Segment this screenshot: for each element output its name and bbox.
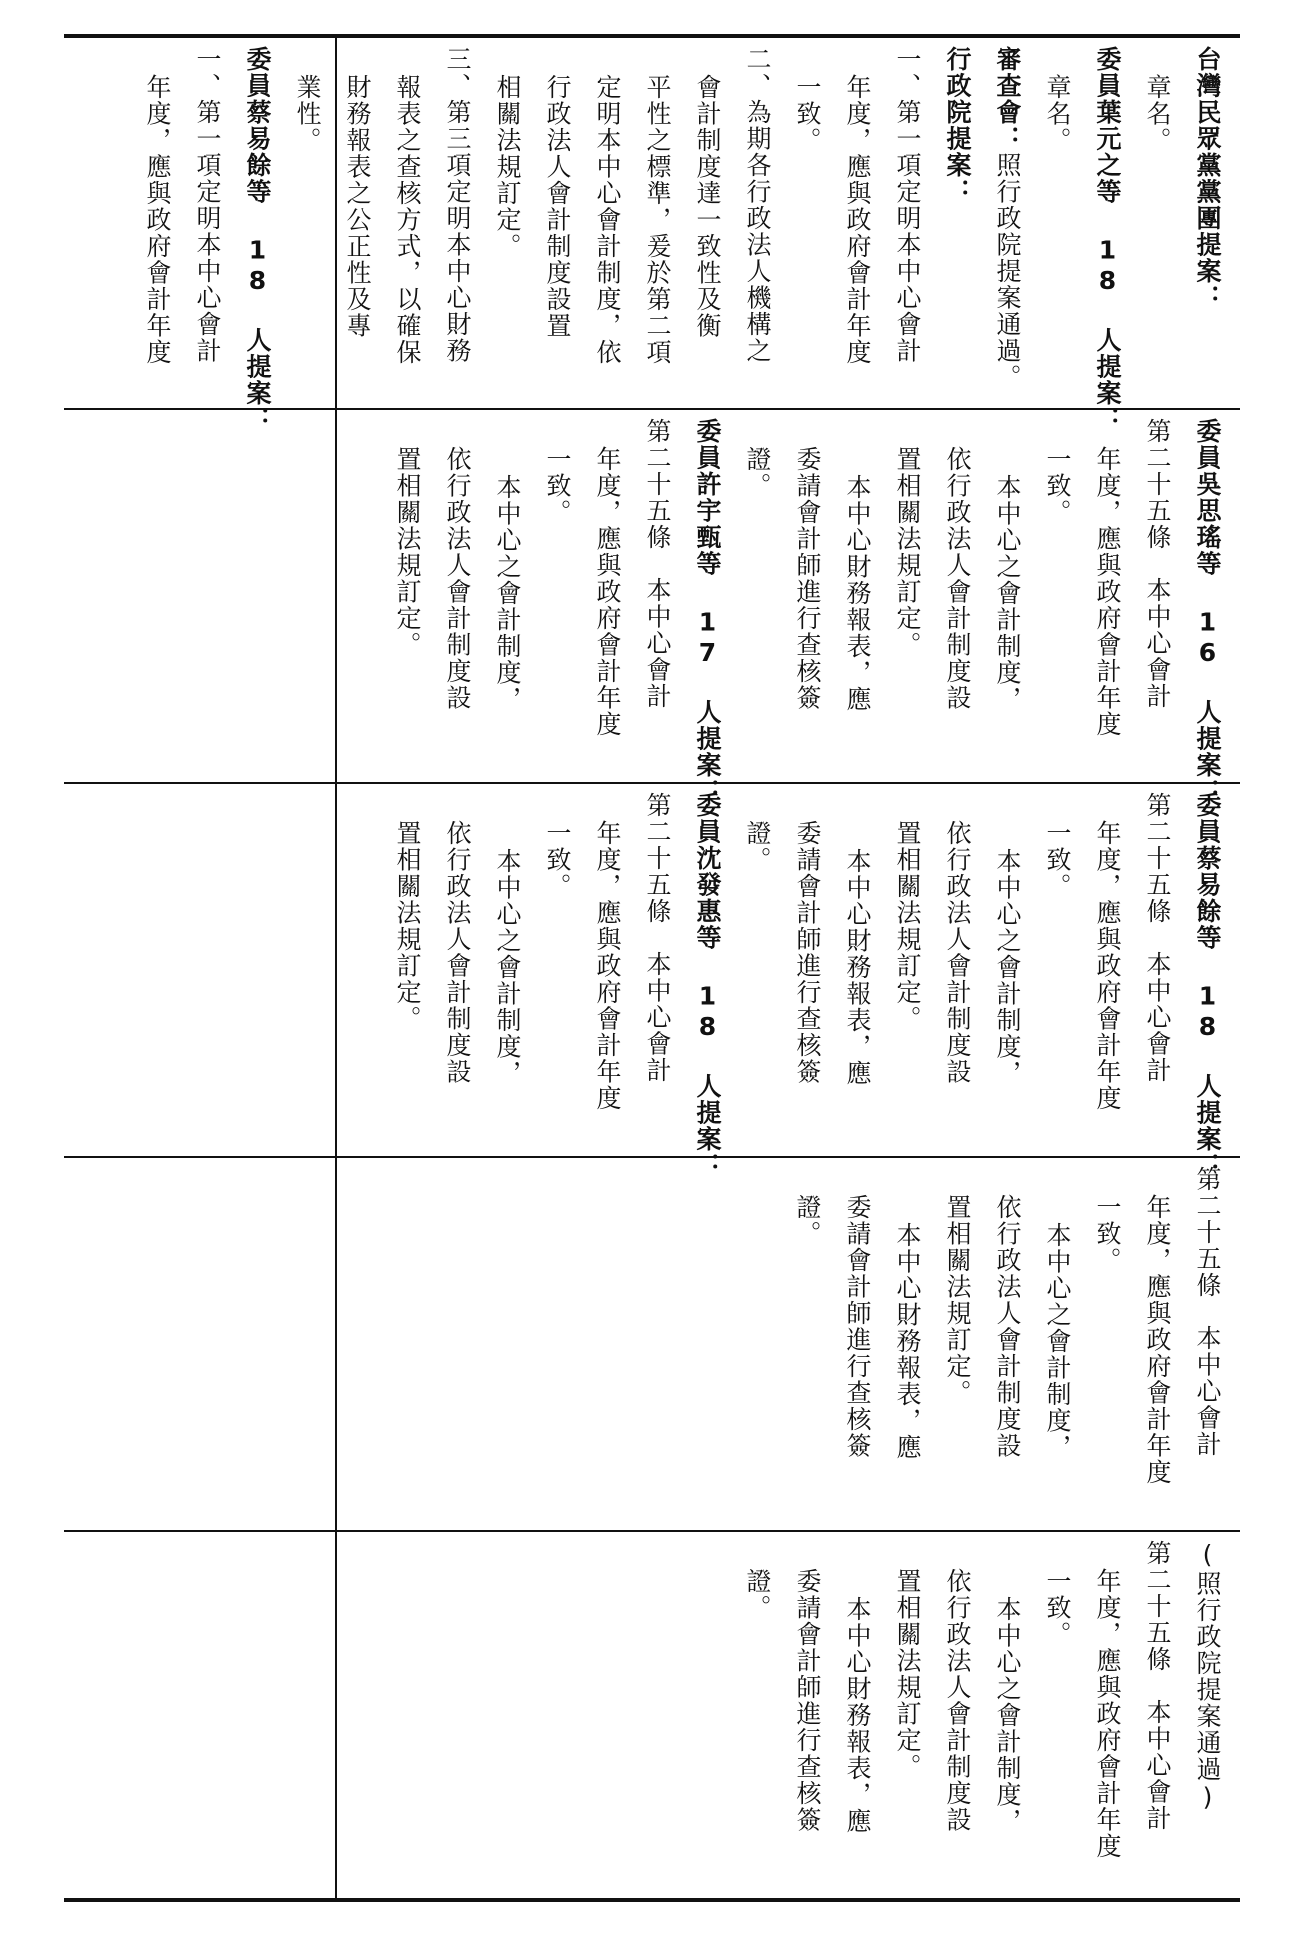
table-row-2-content bbox=[337, 418, 1236, 805]
text-column bbox=[182, 46, 232, 400]
text-column bbox=[832, 418, 882, 830]
text-column bbox=[882, 46, 932, 400]
text-column bbox=[332, 46, 382, 428]
text-column bbox=[682, 792, 732, 1179]
article-text: 年度，應與政府會計年度 bbox=[593, 446, 622, 738]
text-column bbox=[1082, 46, 1132, 433]
text-column bbox=[1132, 1166, 1182, 1550]
text-column bbox=[882, 418, 932, 802]
article-text: 第二十五條 本中心會計 bbox=[1193, 1166, 1222, 1458]
article-text: 第二十五條 本中心會計 bbox=[1143, 792, 1172, 1084]
text-column bbox=[682, 418, 732, 805]
article-text: 依行政法人會計制度設 bbox=[943, 446, 972, 711]
article-text: 依行政法人會計制度設 bbox=[443, 446, 472, 711]
text-column bbox=[432, 46, 482, 400]
text-column bbox=[482, 418, 532, 830]
text-column bbox=[632, 418, 682, 774]
text-column bbox=[982, 418, 1032, 830]
text-column bbox=[1182, 792, 1232, 1179]
article-text: 年度，應與政府會計年度 bbox=[843, 74, 872, 366]
article-text: 證。 bbox=[743, 820, 772, 873]
text-column bbox=[1132, 1540, 1182, 1888]
proposal-heading: 委員蔡易餘等 18 人提案： bbox=[1193, 792, 1222, 1179]
article-text: 年度，應與政府會計年度 bbox=[1093, 820, 1122, 1112]
article-text: 置相關法規訂定。 bbox=[893, 820, 922, 1032]
text-column bbox=[882, 1540, 932, 1916]
article-text: 年度，應與政府會計年度 bbox=[1093, 1568, 1122, 1860]
text-column bbox=[732, 46, 782, 400]
text-column bbox=[1132, 418, 1182, 774]
text-column bbox=[432, 792, 482, 1176]
article-text: 依行政法人會計制度設 bbox=[943, 1568, 972, 1833]
article-text: 本中心之會計制度， bbox=[493, 848, 522, 1087]
text-column bbox=[982, 1540, 1032, 1944]
proposal-heading: 委員葉元之等 18 人提案： bbox=[1093, 46, 1122, 433]
text-column bbox=[382, 418, 432, 802]
text-column bbox=[1182, 418, 1232, 805]
article-text: 證。 bbox=[793, 1194, 822, 1247]
article-text: (照行政院提案通過) bbox=[1193, 1540, 1222, 1813]
proposal-heading: 委員沈發惠等 18 人提案： bbox=[693, 792, 722, 1179]
text-column bbox=[1082, 418, 1132, 802]
text-column bbox=[982, 1166, 1032, 1550]
article-text: 一致。 bbox=[1043, 446, 1072, 526]
text-column bbox=[782, 418, 832, 802]
text-column bbox=[982, 46, 1032, 400]
article-text: 置相關法規訂定。 bbox=[943, 1194, 972, 1406]
article-text: 相關法規訂定。 bbox=[493, 74, 522, 260]
article-text: 一致。 bbox=[543, 446, 572, 526]
article-text: 照行政院提案通過。 bbox=[993, 152, 1022, 391]
article-text: 證。 bbox=[743, 446, 772, 499]
article-text: 本中心之會計制度， bbox=[993, 848, 1022, 1087]
text-column bbox=[782, 46, 832, 428]
article-text: 報表之查核方式，以確保 bbox=[393, 74, 422, 366]
article-text: 本中心之會計制度， bbox=[993, 1596, 1022, 1835]
article-text: 第二十五條 本中心會計 bbox=[1143, 1540, 1172, 1832]
text-column bbox=[482, 792, 532, 1204]
text-column bbox=[532, 792, 582, 1176]
text-column bbox=[882, 792, 932, 1176]
article-text: 第二十五條 本中心會計 bbox=[1143, 418, 1172, 710]
text-column bbox=[1032, 792, 1082, 1176]
text-column bbox=[832, 1166, 882, 1550]
article-text: 會計制度達一致性及衡 bbox=[693, 74, 722, 339]
article-text: 定明本中心會計制度，依 bbox=[593, 74, 622, 366]
text-column bbox=[632, 46, 682, 428]
text-column bbox=[1182, 46, 1232, 400]
text-column bbox=[732, 792, 782, 1176]
text-column bbox=[1032, 1540, 1082, 1916]
proposal-heading: 委員蔡易餘等 18 人提案： bbox=[243, 46, 272, 433]
article-text: 依行政法人會計制度設 bbox=[943, 820, 972, 1085]
article-text: 本中心財務報表，應 bbox=[843, 474, 872, 713]
text-column bbox=[1082, 792, 1132, 1176]
text-column bbox=[782, 1540, 832, 1916]
article-text: 行政法人會計制度設置 bbox=[543, 74, 572, 339]
text-column bbox=[282, 46, 332, 428]
text-column bbox=[732, 1540, 782, 1916]
text-column bbox=[932, 46, 982, 400]
text-column bbox=[782, 1166, 832, 1550]
article-text: 本中心財務報表，應 bbox=[893, 1222, 922, 1461]
text-column bbox=[882, 1166, 932, 1578]
article-text: 證。 bbox=[743, 1568, 772, 1621]
text-column bbox=[932, 1166, 982, 1550]
text-column bbox=[1182, 1166, 1232, 1522]
article-text: 第二十五條 本中心會計 bbox=[643, 792, 672, 1084]
text-column bbox=[632, 792, 682, 1148]
article-text: 一致。 bbox=[1093, 1194, 1122, 1274]
text-column bbox=[1032, 418, 1082, 802]
text-column bbox=[482, 46, 532, 428]
text-column bbox=[582, 792, 632, 1176]
table-top-border bbox=[64, 34, 1240, 38]
table-row-1-content bbox=[143, 46, 1236, 433]
article-text: 章名。 bbox=[1143, 74, 1172, 154]
text-column bbox=[1032, 46, 1082, 428]
text-column bbox=[132, 46, 182, 428]
text-column bbox=[832, 1540, 882, 1944]
text-column bbox=[932, 792, 982, 1176]
article-text: 置相關法規訂定。 bbox=[393, 446, 422, 658]
text-column bbox=[582, 418, 632, 802]
article-text: 委請會計師進行查核簽 bbox=[843, 1194, 872, 1459]
article-text: 本中心財務報表，應 bbox=[843, 1596, 872, 1835]
text-column bbox=[832, 46, 882, 428]
article-text: 二、為期各行政法人機構之 bbox=[743, 46, 772, 364]
text-column bbox=[232, 46, 282, 433]
text-column bbox=[732, 418, 782, 802]
text-column bbox=[382, 46, 432, 428]
article-text: 一致。 bbox=[1043, 1568, 1072, 1648]
article-text: 三、第三項定明本中心財務 bbox=[443, 46, 472, 364]
text-column bbox=[532, 46, 582, 428]
text-column bbox=[432, 418, 482, 802]
table-row-5-content bbox=[337, 1540, 1236, 1888]
text-column bbox=[1132, 792, 1182, 1148]
text-column bbox=[1082, 1166, 1132, 1550]
text-column bbox=[1182, 1540, 1232, 1888]
text-column bbox=[982, 792, 1032, 1204]
article-text: 本中心之會計制度， bbox=[993, 474, 1022, 713]
article-text: 置相關法規訂定。 bbox=[893, 1568, 922, 1780]
article-text: 第二十五條 本中心會計 bbox=[643, 418, 672, 710]
text-column bbox=[532, 418, 582, 802]
article-text: 本中心財務報表，應 bbox=[843, 848, 872, 1087]
article-text: 年度，應與政府會計年度 bbox=[1093, 446, 1122, 738]
text-column bbox=[382, 792, 432, 1176]
table-row-3-content bbox=[337, 792, 1236, 1179]
article-text: 年度，應與政府會計年度 bbox=[1143, 1194, 1172, 1486]
article-text: 一致。 bbox=[543, 820, 572, 900]
article-text: 一、第一項定明本中心會計 bbox=[193, 46, 222, 364]
article-text: 委請會計師進行查核簽 bbox=[793, 820, 822, 1085]
text-column bbox=[682, 46, 732, 428]
article-text: 一致。 bbox=[1043, 820, 1072, 900]
article-text: 委請會計師進行查核簽 bbox=[793, 1568, 822, 1833]
article-text: 財務報表之公正性及專 bbox=[343, 74, 372, 339]
proposal-heading: 行政院提案： bbox=[943, 46, 972, 205]
article-text: 依行政法人會計制度設 bbox=[993, 1194, 1022, 1459]
text-column bbox=[932, 1540, 982, 1916]
text-column bbox=[582, 46, 632, 428]
article-text: 一致。 bbox=[793, 74, 822, 154]
text-column bbox=[782, 792, 832, 1176]
article-text: 業性。 bbox=[293, 74, 322, 154]
proposal-heading: 委員許宇甄等 17 人提案： bbox=[693, 418, 722, 805]
table-row-4-content bbox=[337, 1166, 1236, 1522]
article-text: 依行政法人會計制度設 bbox=[443, 820, 472, 1085]
article-text: 年度，應與政府會計年度 bbox=[593, 820, 622, 1112]
article-text: 本中心之會計制度， bbox=[1043, 1222, 1072, 1461]
article-text: 置相關法規訂定。 bbox=[393, 820, 422, 1032]
proposal-heading: 審查會： bbox=[993, 46, 1022, 152]
text-column bbox=[1082, 1540, 1132, 1916]
proposal-heading: 委員吳思瑤等 16 人提案： bbox=[1193, 418, 1222, 805]
text-column bbox=[1132, 46, 1182, 428]
text-column bbox=[1032, 1166, 1082, 1578]
article-text: 一、第一項定明本中心會計 bbox=[893, 46, 922, 364]
article-text: 本中心之會計制度， bbox=[493, 474, 522, 713]
article-text: 章名。 bbox=[1043, 74, 1072, 154]
article-text: 委請會計師進行查核簽 bbox=[793, 446, 822, 711]
text-column bbox=[832, 792, 882, 1204]
article-text: 年度，應與政府會計年度 bbox=[143, 74, 172, 366]
article-text: 平性之標準，爰於第二項 bbox=[643, 74, 672, 366]
article-text: 置相關法規訂定。 bbox=[893, 446, 922, 658]
proposal-heading: 台灣民眾黨黨團提案： bbox=[1193, 46, 1222, 311]
text-column bbox=[932, 418, 982, 802]
